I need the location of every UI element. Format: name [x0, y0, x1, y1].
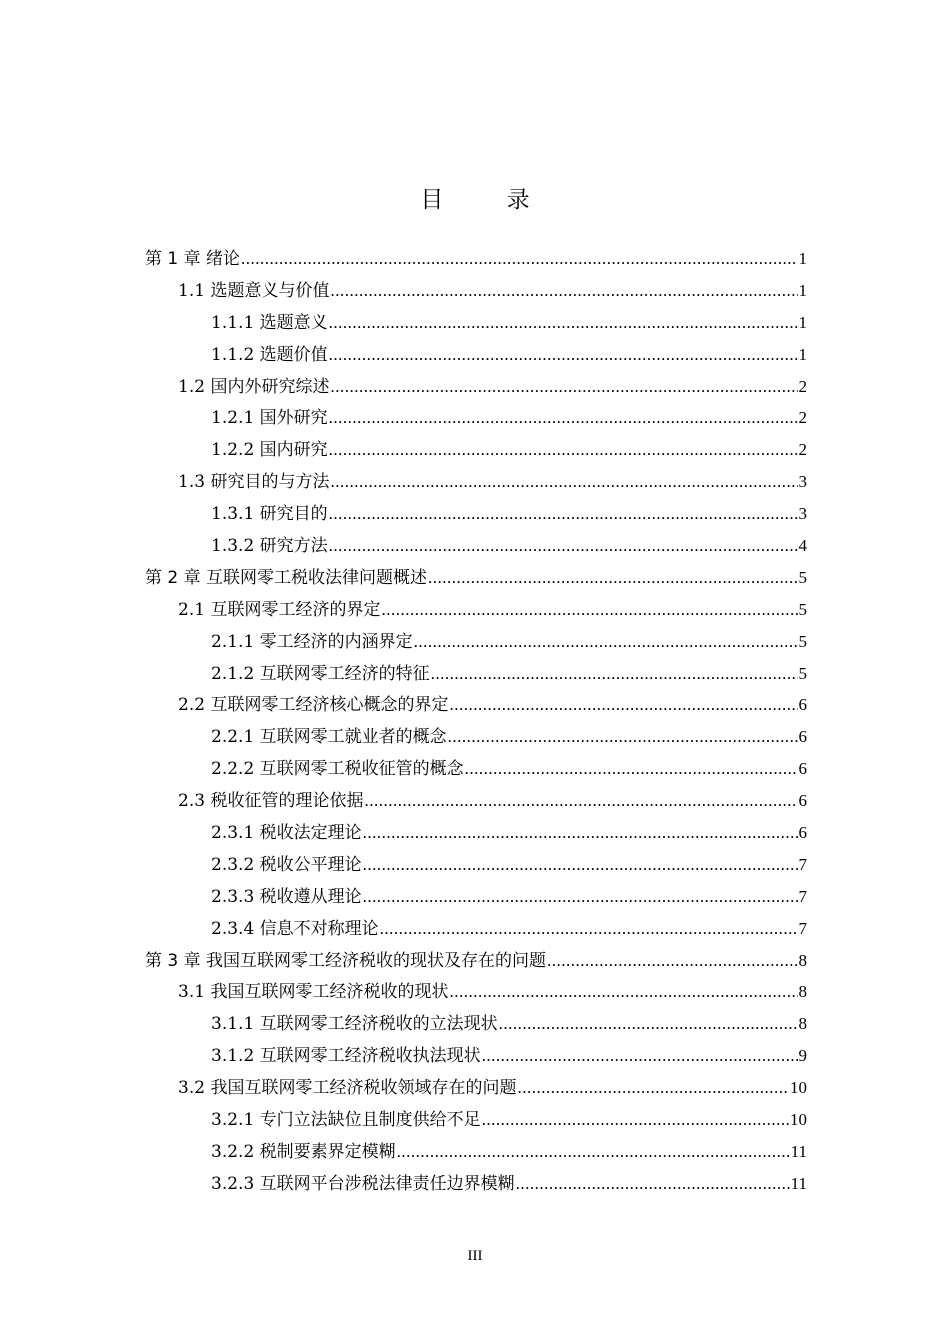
toc-entry-label: 2.3 税收征管的理论依据 — [178, 791, 364, 812]
toc-entry-page: 11 — [790, 1141, 807, 1161]
toc-dot-leader — [428, 568, 797, 588]
toc-entry[interactable] — [145, 563, 807, 595]
toc-entry[interactable] — [145, 627, 807, 659]
toc-entry[interactable] — [145, 372, 807, 404]
toc-entry[interactable] — [145, 1041, 807, 1073]
toc-entry-label: 3.1.2 互联网零工经济税收执法现状 — [211, 1046, 481, 1067]
toc-entry[interactable] — [145, 659, 807, 691]
toc-entry[interactable] — [145, 403, 807, 435]
toc-entry-label: 3.2.2 税制要素界定模糊 — [211, 1141, 396, 1162]
toc-entry-page: 8 — [798, 982, 807, 1002]
toc-entry[interactable] — [145, 1009, 807, 1041]
toc-entry-page: 5 — [798, 599, 807, 619]
toc-entry-page: 1 — [798, 344, 807, 364]
toc-entry-label: 3.2 我国互联网零工经济税收领域存在的问题 — [178, 1078, 517, 1099]
toc-dot-leader — [330, 377, 797, 397]
toc-entry-page: 11 — [790, 1173, 807, 1193]
toc-entry-page: 3 — [798, 504, 807, 524]
toc-dot-leader — [329, 504, 798, 524]
toc-entry[interactable] — [145, 1137, 807, 1169]
toc-dot-leader — [363, 855, 798, 875]
toc-entry-label: 2.1 互联网零工经济的界定 — [178, 599, 381, 620]
toc-entry[interactable] — [145, 1073, 807, 1105]
toc-dot-leader — [241, 249, 797, 269]
toc-entry[interactable] — [145, 850, 807, 882]
page-title: 目 录 — [420, 187, 558, 213]
toc-entry-label: 2.3.2 税收公平理论 — [211, 854, 362, 875]
toc-entry-page: 8 — [798, 1014, 807, 1034]
toc-entry[interactable] — [145, 690, 807, 722]
toc-entry[interactable] — [145, 308, 807, 340]
table-of-contents — [145, 244, 807, 1201]
toc-entry[interactable] — [145, 914, 807, 946]
toc-dot-leader — [329, 440, 798, 460]
toc-dot-leader — [397, 1142, 790, 1162]
toc-entry-label: 第 1 章 绪论 — [145, 249, 241, 269]
toc-entry-page: 7 — [798, 886, 807, 906]
toc-entry-label: 2.3.4 信息不对称理论 — [211, 918, 379, 939]
toc-entry-label: 第 2 章 互联网零工税收法律问题概述 — [145, 567, 428, 588]
toc-dot-leader — [431, 664, 798, 684]
toc-dot-leader — [449, 695, 797, 715]
toc-entry-label: 2.2.2 互联网零工税收征管的概念 — [211, 759, 464, 780]
toc-entry-page: 10 — [790, 1078, 807, 1098]
toc-entry-label: 1.3.1 研究目的 — [211, 504, 328, 525]
toc-entry[interactable] — [145, 754, 807, 786]
toc-entry-page: 6 — [798, 695, 807, 715]
toc-entry-page: 6 — [798, 791, 807, 811]
toc-entry-page: 3 — [798, 472, 807, 492]
toc-entry-page: 4 — [798, 536, 807, 556]
toc-dot-leader — [465, 759, 798, 779]
toc-entry-page: 5 — [798, 663, 807, 683]
toc-dot-leader — [381, 600, 797, 620]
toc-dot-leader — [364, 791, 797, 811]
toc-entry[interactable] — [145, 722, 807, 754]
toc-entry-page: 1 — [798, 280, 807, 300]
toc-entry[interactable] — [145, 1105, 807, 1137]
toc-dot-leader — [329, 345, 798, 365]
toc-dot-leader — [380, 919, 798, 939]
toc-entry-page: 9 — [798, 1046, 807, 1066]
toc-dot-leader — [329, 313, 798, 333]
toc-entry-label: 2.1.1 零工经济的内涵界定 — [211, 631, 413, 652]
toc-entry-page: 8 — [798, 950, 807, 970]
toc-dot-leader — [448, 727, 798, 747]
toc-entry-label: 3.2.3 互联网平台涉税法律责任边界模糊 — [211, 1173, 515, 1194]
toc-entry-page: 7 — [798, 854, 807, 874]
toc-entry-label: 1.1 选题意义与价值 — [178, 280, 330, 301]
toc-entry[interactable] — [145, 977, 807, 1009]
toc-entry[interactable] — [145, 946, 807, 978]
toc-entry-page: 1 — [798, 249, 807, 268]
toc-entry-label: 1.2.2 国内研究 — [211, 440, 328, 461]
toc-entry-page: 10 — [790, 1110, 807, 1130]
toc-entry-label: 1.1.2 选题价值 — [211, 344, 328, 365]
toc-dot-leader — [516, 1174, 790, 1194]
toc-dot-leader — [414, 632, 798, 652]
toc-dot-leader — [517, 1078, 789, 1098]
toc-entry-label: 2.3.3 税收遵从理论 — [211, 886, 362, 907]
toc-entry[interactable] — [145, 276, 807, 308]
toc-entry[interactable] — [145, 882, 807, 914]
page-number: III — [467, 1248, 483, 1264]
toc-entry[interactable] — [145, 467, 807, 499]
toc-entry-label: 第 3 章 我国互联网零工经济税收的现状及存在的问题 — [145, 950, 547, 971]
toc-dot-leader — [499, 1014, 798, 1034]
toc-entry-label: 1.1.1 选题意义 — [211, 312, 328, 333]
toc-entry-label: 2.2.1 互联网零工就业者的概念 — [211, 727, 447, 748]
toc-entry-page: 6 — [798, 727, 807, 747]
toc-entry-page: 6 — [798, 823, 807, 843]
toc-entry-page: 2 — [798, 408, 807, 428]
toc-entry[interactable] — [145, 818, 807, 850]
toc-dot-leader — [329, 408, 798, 428]
toc-entry-label: 2.3.1 税收法定理论 — [211, 823, 362, 844]
toc-entry-label: 3.1 我国互联网零工经济税收的现状 — [178, 982, 449, 1003]
toc-dot-leader — [363, 887, 798, 907]
toc-dot-leader — [482, 1110, 789, 1130]
toc-entry-label: 1.2.1 国外研究 — [211, 408, 328, 429]
toc-entry[interactable] — [145, 531, 807, 563]
toc-entry-label: 1.3.2 研究方法 — [211, 536, 328, 557]
toc-dot-leader — [482, 1046, 798, 1066]
toc-entry-label: 3.1.1 互联网零工经济税收的立法现状 — [211, 1014, 498, 1035]
toc-entry-label: 2.2 互联网零工经济核心概念的界定 — [178, 695, 449, 716]
toc-entry-page: 2 — [798, 376, 807, 396]
toc-entry-label: 3.2.1 专门立法缺位且制度供给不足 — [211, 1110, 481, 1131]
toc-entry[interactable] — [145, 499, 807, 531]
toc-entry[interactable] — [145, 340, 807, 372]
toc-entry-page: 1 — [798, 312, 807, 332]
toc-entry[interactable] — [145, 244, 807, 276]
toc-entry-label: 2.1.2 互联网零工经济的特征 — [211, 663, 430, 684]
toc-entry-label: 1.2 国内外研究综述 — [178, 376, 330, 397]
toc-dot-leader — [449, 982, 797, 1002]
toc-entry[interactable] — [145, 1169, 807, 1201]
toc-dot-leader — [363, 823, 798, 843]
toc-entry-page: 5 — [798, 631, 807, 651]
toc-entry-label: 1.3 研究目的与方法 — [178, 472, 330, 493]
toc-dot-leader — [330, 472, 797, 492]
toc-dot-leader — [330, 281, 797, 301]
toc-entry-page: 5 — [798, 567, 807, 587]
toc-entry-page: 7 — [798, 918, 807, 938]
toc-entry-page: 2 — [798, 440, 807, 460]
toc-dot-leader — [547, 951, 797, 971]
toc-entry[interactable] — [145, 786, 807, 818]
toc-entry[interactable] — [145, 435, 807, 467]
toc-dot-leader — [329, 536, 798, 556]
toc-entry[interactable] — [145, 595, 807, 627]
toc-entry-page: 6 — [798, 759, 807, 779]
